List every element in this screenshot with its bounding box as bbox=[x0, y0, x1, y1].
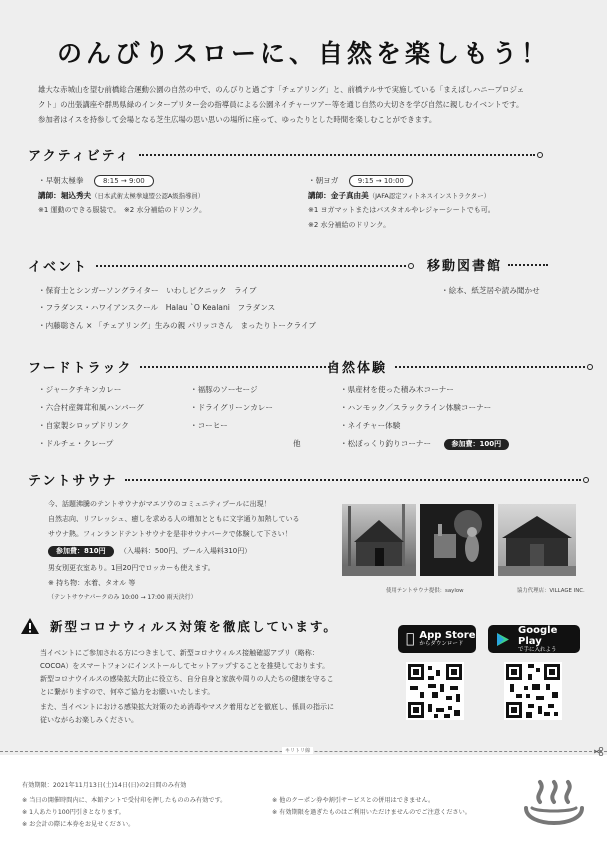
sauna-line: 自然志向、リフレッシュ、癒しを求める人の増加とともに文字通り加熱している bbox=[48, 515, 300, 523]
google-play-button[interactable]: Google Play で手に入れよう bbox=[488, 625, 580, 653]
event-item: ・フラダンス・ハワイアンスクール Halau `O Kealani フラダンス bbox=[38, 303, 276, 312]
intro-line: 雄大な赤城山を望む前橋総合運動公園の自然の中で、のんびりと過ごす「チェアリング」と、前橋テルサで実施している「まえばしハニープロジェ bbox=[38, 85, 525, 94]
event-title: イベント bbox=[28, 260, 89, 275]
activity-title: アクティビティ bbox=[28, 149, 131, 164]
coupon-note: ※ 他のクーポン券や割引サービスとの併用はできません。 bbox=[272, 797, 435, 804]
nature-item: ・ネイチャー体験 bbox=[340, 421, 401, 430]
covid-line: 当イベントにご参加される方につきまして、新型コロナウィルス接触確認アプリ（略称： bbox=[40, 649, 319, 657]
dotted-rule bbox=[96, 265, 406, 267]
sauna-heading bbox=[28, 470, 589, 489]
activity-right-notes: ※1 ヨガマットまたはバスタオルやレジャーシートでも可。 bbox=[308, 206, 495, 214]
activity-right-name: ・朝ヨガ 9:15 → 10:00 bbox=[308, 173, 413, 188]
sauna-line: サウナ熱。フィンランドテントサウナを是非サウナパークで体験して下さい！ bbox=[48, 530, 292, 538]
qr-code-ios[interactable] bbox=[406, 662, 464, 720]
sauna-fee: 参加費：810円 （入場料：500円、プール入場料310円） bbox=[48, 544, 251, 559]
food-item: ・ジャークチキンカレー bbox=[38, 385, 122, 394]
coupon-validity: 有効期限：2021年11月13日(土)14日(日)の2日間のみ有効 bbox=[22, 782, 187, 789]
coupon-note: ※ 当日の開催時間内に、本館テントで受付印を押したもののみ有効です。 bbox=[22, 797, 227, 804]
dotted-rule bbox=[139, 154, 535, 156]
dot-circle-icon bbox=[408, 263, 414, 269]
dotted-rule bbox=[395, 366, 585, 368]
covid-line: また、当イベントにおける感染拡大対策のため消毒やマスク着用などを徹底し、係員の指示に bbox=[40, 703, 334, 711]
intro-text bbox=[38, 82, 578, 127]
food-item: ・コーヒー bbox=[190, 421, 228, 430]
sauna-locker: 男女別更衣室あり。1回20円でロッカーも使えます。 bbox=[48, 564, 215, 572]
sauna-bring: ※ 持ち物：水着、タオル 等 bbox=[48, 579, 136, 587]
qr-code-android[interactable] bbox=[504, 662, 562, 720]
qr-code-image bbox=[406, 662, 464, 720]
app-store-button[interactable]: App Store からダウンロード bbox=[398, 625, 476, 653]
fee-badge: 参加費：810円 bbox=[48, 546, 114, 557]
library-item: ・絵本、紙芝居や読み聞かせ bbox=[441, 286, 540, 295]
covid-line: 新型コロナウイルスの感染拡大防止に役立ち、自分自身と家族や周りの人たちの健康を守るこ bbox=[40, 675, 334, 683]
activity-left-notes: ※1 運動のできる服装で。 ※2 水分補給のドリンク。 bbox=[38, 206, 207, 214]
activity-right-notes: ※2 水分補給のドリンク。 bbox=[308, 221, 391, 229]
intro-line: 参加者はイスを持参して会場となる芝生広場の思い思いの場所に座って、ゆったりとした時間を楽しむことができます。 bbox=[38, 115, 437, 124]
warning-icon bbox=[20, 617, 40, 635]
food-item: ・ドライグリーンカレー bbox=[190, 403, 273, 412]
dotted-rule bbox=[508, 264, 548, 266]
photo-caption: 協力代理店：VILLAGE INC. bbox=[517, 588, 585, 594]
nature-item: ・ハンモック／スラックライン体験コーナー bbox=[340, 403, 492, 412]
activity-heading bbox=[28, 145, 543, 164]
library-title: 移動図書館 bbox=[427, 259, 503, 274]
fee-badge: 参加費：100円 bbox=[444, 439, 510, 450]
activity-left-instructor: 講師：堀込秀夫（日本武術太極拳連盟公認A級指導員） bbox=[38, 191, 205, 200]
dot-circle-icon bbox=[583, 477, 589, 483]
coupon-note: ※ 有効期限を過ぎたものはご利用いただけませんのでご注意ください。 bbox=[272, 809, 471, 816]
food-item: ・ドルチェ・クレープ bbox=[38, 439, 114, 448]
dot-circle-icon bbox=[587, 364, 593, 370]
page-title: のんびりスローに、自然を楽しもう！ bbox=[56, 39, 550, 68]
time-pill: 9:15 → 10:00 bbox=[349, 175, 413, 187]
dotted-rule bbox=[140, 366, 330, 368]
dot-circle-icon bbox=[537, 152, 543, 158]
photo-caption: 使用テントサウナ提供：saylow bbox=[386, 588, 464, 594]
hot-spring-icon bbox=[520, 776, 588, 836]
nature-item: ・県産材を使った積み木コーナー bbox=[340, 385, 454, 394]
nature-heading bbox=[327, 357, 593, 376]
tent-sauna-image bbox=[498, 504, 576, 576]
apple-icon bbox=[406, 631, 414, 647]
event-heading bbox=[28, 256, 414, 275]
play-icon bbox=[496, 632, 509, 647]
qr-code-image bbox=[504, 662, 562, 720]
covid-line: COCOA）をスマートフォンにインストールしてセットアップすることを推奨しております。 bbox=[40, 662, 330, 670]
sauna-line: 今、話題沸騰のテントサウナがマエソウのコミュニティプールに出現！ bbox=[48, 500, 271, 508]
sauna-photo-3 bbox=[498, 504, 576, 576]
covid-line: 従いながらお楽しみください。 bbox=[40, 716, 138, 724]
covid-heading bbox=[20, 617, 338, 635]
scissors-icon bbox=[594, 747, 604, 756]
coupon-note: ※ 1人あたり100円引きとなります。 bbox=[22, 809, 125, 816]
food-heading bbox=[28, 357, 338, 376]
library-heading bbox=[427, 255, 548, 274]
nature-item-fee: ・松ぼっくり釣りコーナー 参加費：100円 bbox=[340, 436, 509, 451]
event-item: ・保育士とシンガーソングライター いわしピクニック ライブ bbox=[38, 286, 257, 295]
cut-line-label: キリトリ線 bbox=[282, 747, 313, 754]
sauna-title: テントサウナ bbox=[28, 474, 118, 489]
event-item: ・内藤聡さん × 「チェアリング」生みの親 パリッコさん まったりトークライブ bbox=[38, 321, 316, 330]
activity-left-name: ・早朝太極拳 8:15 → 9:00 bbox=[38, 173, 154, 188]
dotted-rule bbox=[125, 479, 581, 481]
intro-line: クト」の出張講座や群馬県緑のインタープリター会の指導員による公園ネイチャーツアー等を通じ自然の大切さを学び自然に親しむイベントです。 bbox=[38, 100, 524, 109]
time-pill: 8:15 → 9:00 bbox=[94, 175, 154, 187]
food-item: ・六合村産舞茸和風ハンバーグ bbox=[38, 403, 144, 412]
food-item: ・自家製シロップドリンク bbox=[38, 421, 129, 430]
covid-title: 新型コロナウィルス対策を徹底しています。 bbox=[50, 619, 338, 634]
tent-sauna-image bbox=[342, 504, 416, 576]
nature-title: 自然体験 bbox=[327, 361, 388, 376]
sauna-interior-image bbox=[420, 504, 494, 576]
food-title: フードトラック bbox=[28, 361, 133, 376]
covid-line: とに繋がりますので、何卒ご協力をお願いいたします。 bbox=[40, 688, 215, 696]
sauna-photo-1 bbox=[342, 504, 416, 576]
food-etc: 他 bbox=[293, 439, 301, 448]
sauna-photo-2 bbox=[420, 504, 494, 576]
food-item: ・福豚のソーセージ bbox=[190, 385, 258, 394]
activity-right-instructor: 講師：金子真由美（JAFA認定フィトネスインストラクター） bbox=[308, 191, 490, 200]
coupon-note: ※ お会計の際に本券をお見せください。 bbox=[22, 821, 135, 828]
sauna-hours: （テントサウナパークのみ 10:00 → 17:00 雨天決行） bbox=[48, 594, 197, 601]
